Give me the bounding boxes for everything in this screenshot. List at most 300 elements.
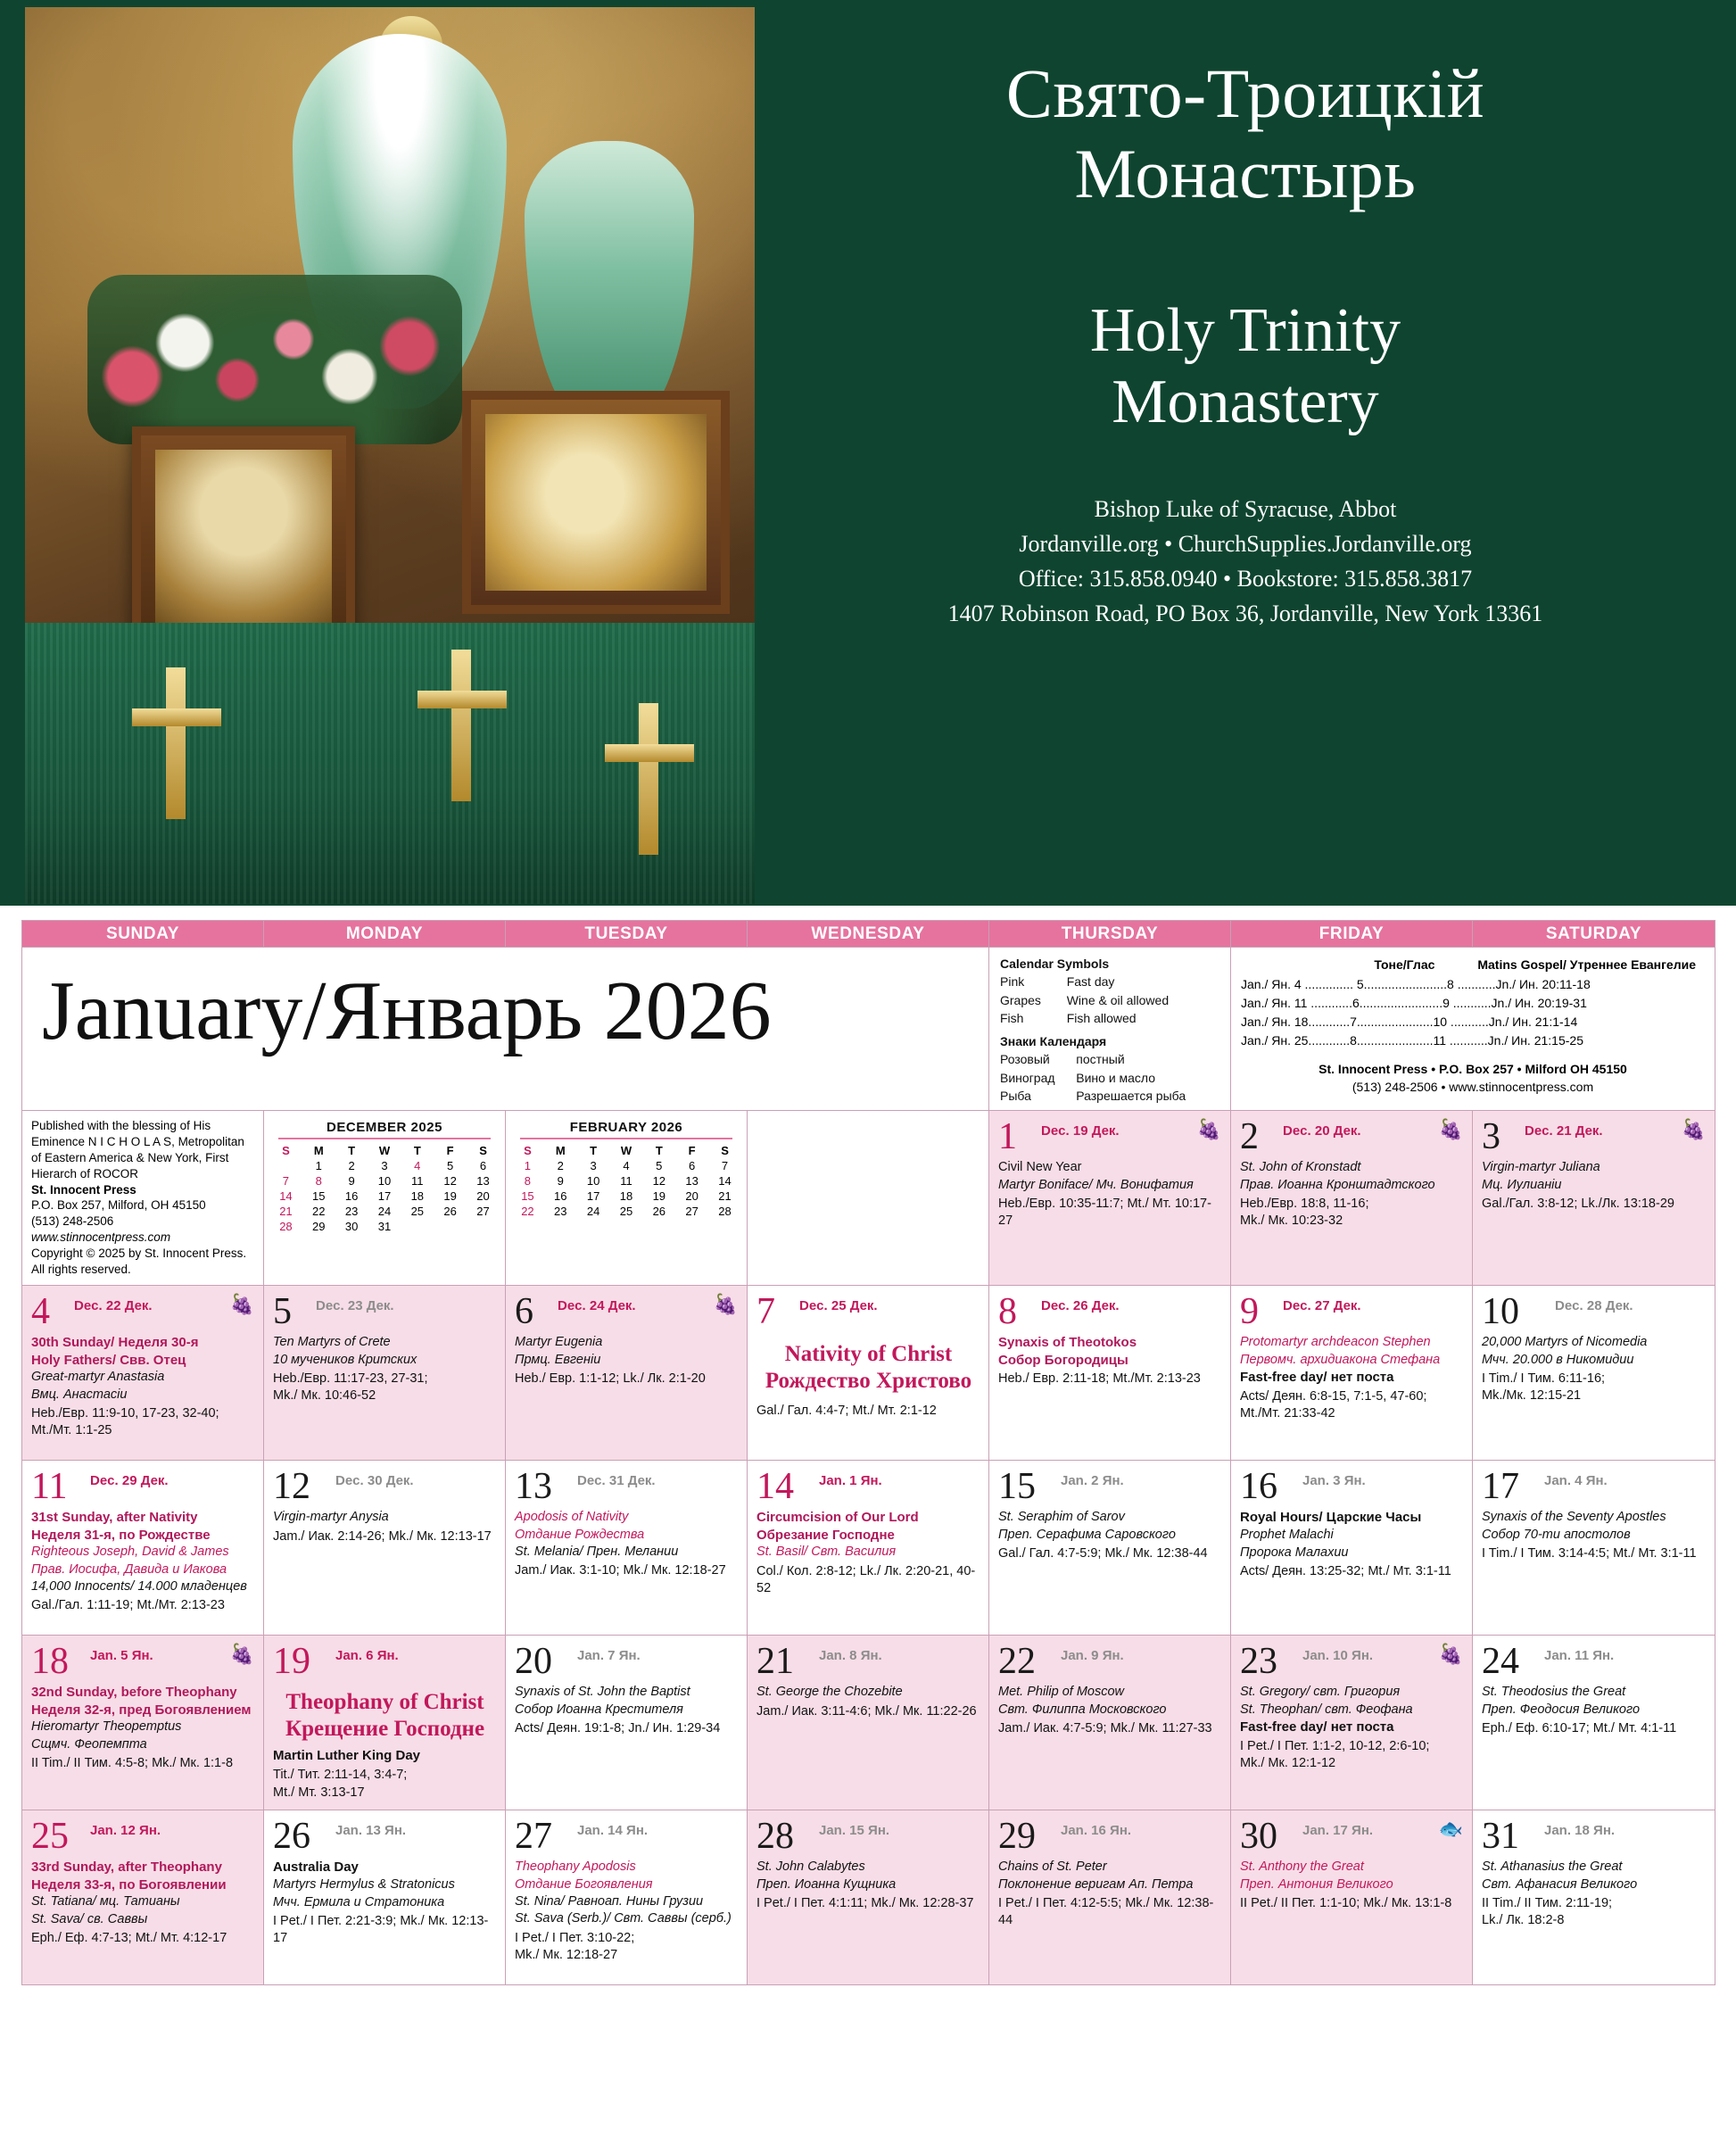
day-of-week-header-row: [22, 921, 1715, 948]
mini-dow: S: [721, 1144, 729, 1158]
commemoration: Martyr Boniface/ Мч. Вонифатия: [998, 1177, 1194, 1192]
mini-dow: F: [446, 1144, 454, 1158]
day-cell[interactable]: [506, 1286, 748, 1461]
mini-day: 1: [315, 1159, 322, 1173]
day-number: 14: [756, 1466, 794, 1508]
day-cell[interactable]: [1473, 1111, 1715, 1286]
commemoration: Virgin-martyr Anysia: [273, 1510, 389, 1525]
day-content: [989, 1155, 1230, 1235]
feast-title: 33rd Sunday, after Theophany: [31, 1860, 222, 1876]
commemoration: Righteous Joseph, David & James: [31, 1545, 229, 1560]
scripture-readings: Mk./ Мк. 12:18-27: [515, 1947, 618, 1962]
mini-day: 7: [282, 1174, 290, 1189]
tone-header: Тоне/Глас: [1374, 957, 1435, 972]
publisher-web[interactable]: www.stinnocentpress.com: [31, 1230, 171, 1245]
day-cell[interactable]: [989, 1111, 1231, 1286]
day-number: 18: [31, 1641, 69, 1683]
mini-day: 10: [377, 1174, 392, 1189]
mini-day: 23: [554, 1205, 567, 1219]
day-number: 3: [1482, 1116, 1500, 1158]
grapes-icon: 🍇: [713, 1293, 738, 1316]
mini-day: 7: [721, 1159, 729, 1173]
symbol-meaning: Вино и масло: [1076, 1070, 1156, 1085]
mini-day: 24: [377, 1205, 392, 1219]
commemoration: St. Basil/ Свт. Василия: [756, 1545, 897, 1560]
day-content: [748, 1855, 988, 1918]
day-cell[interactable]: [1473, 1286, 1715, 1461]
day-content: [748, 1680, 988, 1726]
day-content: [748, 1505, 988, 1603]
service-note: Royal Hours/ Царские Часы: [1240, 1510, 1422, 1526]
commemoration-ru: Собор Иоанна Крестителя: [515, 1702, 683, 1717]
day-cell[interactable]: [264, 1461, 506, 1636]
mini-day: 9: [557, 1174, 564, 1189]
day-content: [264, 1855, 505, 1952]
scripture-readings: Col./ Кол. 2:8-12; Lk./ Лк. 2:20-21, 40-52: [756, 1563, 976, 1595]
day-number: 17: [1482, 1466, 1519, 1508]
commemoration: Synaxis of the Seventy Apostles: [1482, 1510, 1666, 1525]
mini-day: 13: [476, 1174, 490, 1189]
day-cell[interactable]: [1231, 1111, 1473, 1286]
scripture-readings: Heb./Евр. 11:17-23, 27-31;: [273, 1371, 428, 1386]
scripture-readings: Jam./ Иак. 2:14-26; Mk./ Мк. 12:13-17: [273, 1528, 492, 1544]
copyright-line: Copyright © 2025 by St. Innocent Press.: [31, 1246, 247, 1260]
mini-day: 22: [521, 1205, 534, 1219]
old-style-date: Jan. 15 Ян.: [819, 1823, 890, 1839]
commemoration-ru: 10 мучеников Критских: [273, 1352, 417, 1367]
commemoration-2: St. Theophan/ свт. Феофана: [1240, 1702, 1413, 1717]
scripture-readings: I Tim./ I Тим. 6:11-16;: [1482, 1371, 1606, 1386]
mini-day: 18: [619, 1189, 633, 1204]
feast-apodosis: Apodosis of Nativity: [515, 1510, 629, 1525]
day-cell[interactable]: [264, 1286, 506, 1461]
scripture-readings: I Pet./ I Пет. 2:21-3:9; Mk./ Мк. 12:13-17: [273, 1913, 489, 1946]
dow-thursday: THURSDAY: [989, 921, 1231, 948]
feast-apodosis-ru: Отдание Рождества: [515, 1527, 645, 1542]
dow-sunday: SUNDAY: [22, 921, 264, 948]
mini-month-grid: [511, 1143, 741, 1219]
dow-tuesday: TUESDAY: [506, 921, 748, 948]
old-style-date: Jan. 7 Ян.: [577, 1648, 641, 1664]
mini-day: 8: [524, 1174, 532, 1189]
symbol-name: Pink: [1000, 974, 1025, 990]
mini-day: 21: [718, 1189, 732, 1204]
commemoration: St. Tatiana/ мц. Татианы: [31, 1894, 180, 1909]
symbol-meaning: Разрешается рыба: [1076, 1089, 1186, 1104]
dow-saturday: SATURDAY: [1473, 921, 1715, 948]
day-number: 9: [1240, 1291, 1259, 1333]
day-number: 15: [998, 1466, 1036, 1508]
dow-wednesday: WEDNESDAY: [748, 921, 989, 948]
mini-day: 10: [586, 1174, 600, 1189]
dow-friday: FRIDAY: [1231, 921, 1473, 948]
old-style-date: Dec. 27 Дек.: [1283, 1298, 1361, 1314]
day-cell[interactable]: [1231, 1461, 1473, 1636]
day-cell[interactable]: [989, 1636, 1231, 1810]
mini-dow: S: [282, 1144, 290, 1158]
commemoration: Ten Martyrs of Crete: [273, 1335, 391, 1350]
mini-day: 11: [620, 1174, 632, 1189]
commemoration: Martyr Eugenia: [515, 1335, 603, 1350]
calendar-week-row: [22, 1286, 1715, 1461]
mini-day: 13: [685, 1174, 699, 1189]
mini-day: 19: [652, 1189, 666, 1204]
day-number: 13: [515, 1466, 552, 1508]
feast-title-2: Holy Fathers/ Свв. Отец: [31, 1352, 186, 1368]
day-content: [1231, 1680, 1472, 1777]
mini-dow: W: [378, 1144, 391, 1158]
commemoration-ru: Вмц. Анастасiи: [31, 1387, 128, 1402]
mini-month-grid: [269, 1143, 500, 1234]
mini-dow: T: [590, 1144, 598, 1158]
day-cell[interactable]: [264, 1636, 506, 1810]
scripture-readings: Gal./ Гал. 4:4-7; Mt./ Мт. 2:1-12: [756, 1404, 937, 1419]
holiday-note: Australia Day: [273, 1860, 359, 1876]
commemoration: St. John Calabytes: [756, 1860, 865, 1875]
day-cell[interactable]: [748, 1810, 989, 1985]
commemoration-2: St. Sava/ св. Саввы: [31, 1911, 148, 1926]
commemoration: Chains of St. Peter: [998, 1860, 1107, 1875]
mini-day: 8: [315, 1174, 322, 1189]
grapes-icon: 🍇: [1438, 1643, 1463, 1666]
scripture-readings: I Pet./ I Пет. 4:1:11; Mk./ Мк. 12:28-37: [756, 1895, 974, 1910]
commemoration-ru: Прen. Антония Великого: [1240, 1876, 1393, 1892]
mini-day: 27: [476, 1205, 490, 1219]
month-title-row: [22, 948, 1715, 1111]
day-content: [22, 1855, 263, 1952]
fast-note: Fast-free day/ нет поста: [1240, 1719, 1394, 1735]
day-cell[interactable]: [1473, 1636, 1715, 1810]
feast-apodosis-ru: Отдание Богоявления: [515, 1876, 653, 1892]
feast-title: 30th Sunday/ Неделя 30-я: [31, 1335, 199, 1351]
mini-dow: S: [524, 1144, 532, 1158]
commemoration: St. George the Chozebite: [756, 1685, 903, 1700]
scripture-readings: Mt./ Мт. 3:13-17: [273, 1785, 365, 1800]
mini-day: 28: [718, 1205, 732, 1219]
mini-month-title: FEBRUARY 2026: [520, 1120, 732, 1139]
day-cell[interactable]: [1231, 1636, 1473, 1810]
mini-dow: M: [555, 1144, 566, 1158]
feast-title: Synaxis of Theotokos: [998, 1335, 1137, 1351]
mini-dow: S: [479, 1144, 487, 1158]
calendar-week-row: [22, 1636, 1715, 1810]
old-style-date: Jan. 12 Ян.: [90, 1823, 161, 1839]
scripture-readings: Jam./ Иак. 3:11-4:6; Mk./ Мк. 11:22-26: [756, 1703, 977, 1719]
day-content: [1473, 1505, 1715, 1568]
old-style-date: Jan. 6 Ян.: [335, 1648, 399, 1664]
tone-row: Jan./ Ян. 11 ............6........................9 ...........Jn./ Ин. 20:19-31: [1241, 996, 1587, 1010]
day-content: [989, 1505, 1230, 1568]
day-content: [506, 1855, 747, 1969]
mini-day: 20: [685, 1189, 699, 1204]
old-style-date: Jan. 18 Ян.: [1544, 1823, 1616, 1839]
commemoration: St. Theodosius the Great: [1482, 1685, 1626, 1700]
tone-rows: [1232, 973, 1714, 1054]
symbols-table-ru: [1000, 1050, 1221, 1105]
scripture-readings: Heb./Евр. 10:35-11:7; Mt./ Мт. 10:17-27: [998, 1196, 1211, 1229]
day-content: [989, 1680, 1230, 1743]
mini-day: [467, 1219, 500, 1234]
day-number: 4: [31, 1291, 50, 1333]
old-style-date: Jan. 10 Ян.: [1302, 1648, 1374, 1664]
day-number: 21: [756, 1641, 794, 1683]
symbols-heading-ru: Знаки Календаря: [1000, 1034, 1107, 1049]
blessing-line: of Eastern America & New York, First: [31, 1151, 229, 1164]
mini-day: 14: [718, 1174, 732, 1189]
day-number: 10: [1482, 1291, 1519, 1333]
mini-day: 27: [685, 1205, 699, 1219]
cross-icon: [123, 667, 230, 819]
day-content: [1231, 1155, 1472, 1235]
mini-day: 3: [381, 1159, 388, 1173]
day-cell[interactable]: [264, 1810, 506, 1985]
day-cell[interactable]: [748, 1461, 989, 1636]
day-cell[interactable]: [22, 1461, 264, 1636]
mini-dow: M: [313, 1144, 324, 1158]
mini-day: 5: [656, 1159, 663, 1173]
old-style-date: Dec. 29 Дек.: [90, 1473, 169, 1489]
title-english: Holy Trinity Monastery: [1089, 295, 1401, 436]
commemoration-ru: Мчч. Ермила и Стратоника: [273, 1894, 445, 1909]
scripture-readings: Tit./ Тит. 2:11-14, 3:4-7;: [273, 1768, 408, 1783]
day-content: [1473, 1330, 1715, 1410]
great-feast-title: Nativity of Christ Рождество Христово: [765, 1342, 972, 1393]
mini-day: 24: [586, 1205, 600, 1219]
day-cell[interactable]: [748, 1286, 989, 1461]
day-cell[interactable]: [1473, 1461, 1715, 1636]
scripture-readings: Eph./ Еф. 6:10-17; Mt./ Мт. 4:1-11: [1482, 1720, 1677, 1735]
commemoration: Protomartyr archdeacon Stephen: [1240, 1335, 1431, 1350]
day-number: 2: [1240, 1116, 1259, 1158]
day-cell[interactable]: [506, 1636, 748, 1810]
old-style-date: Dec. 31 Дек.: [577, 1473, 656, 1489]
mini-day: 25: [410, 1205, 425, 1219]
day-number: 20: [515, 1641, 552, 1683]
publisher-name: St. Innocent Press: [31, 1182, 136, 1197]
feast-title: 31st Sunday, after Nativity: [31, 1510, 198, 1526]
scripture-readings: II Tim./ II Тим. 4:5-8; Mk./ Мк. 1:1-8: [31, 1755, 234, 1770]
matins-gospel-header: Matins Gospel/ Утреннее Евангелие: [1477, 957, 1696, 972]
mini-day: 12: [652, 1174, 666, 1189]
scripture-readings: Heb./Евр. 18:8, 11-16;: [1240, 1196, 1369, 1211]
old-style-date: Dec. 22 Дек.: [74, 1298, 153, 1314]
mini-dow: W: [620, 1144, 632, 1158]
day-cell[interactable]: [22, 1286, 264, 1461]
old-style-date: Jan. 14 Ян.: [577, 1823, 649, 1839]
symbol-meaning: постный: [1076, 1052, 1125, 1067]
day-content: [22, 1330, 263, 1445]
mini-day: 16: [344, 1189, 359, 1204]
day-cell[interactable]: [748, 1636, 989, 1810]
mini-day: 6: [689, 1159, 696, 1173]
commemoration-ru: Поклонение веригам Ап. Петра: [998, 1876, 1194, 1892]
publisher-info-cell: [22, 1111, 264, 1286]
day-cell[interactable]: [1473, 1810, 1715, 1985]
commemoration-ru: Свт. Филиппа Московского: [998, 1702, 1167, 1717]
commemoration: St. John of Kronstadt: [1240, 1160, 1361, 1175]
day-content: [264, 1680, 505, 1807]
scripture-readings: Acts/ Деян. 13:25-32; Mt./ Мт. 3:1-11: [1240, 1563, 1451, 1578]
mini-day: 17: [377, 1189, 392, 1204]
old-style-date: Jan. 3 Ян.: [1302, 1473, 1366, 1489]
commemoration-ru: Сщмч. Феопемпта: [31, 1736, 147, 1752]
flower-arrangement: [87, 275, 462, 444]
old-style-date: Dec. 23 Дек.: [316, 1298, 394, 1314]
calendar-week-row: [22, 1461, 1715, 1636]
commemoration-extra: 14,000 Innocents/ 14.000 младенцев: [31, 1578, 247, 1594]
day-number: 30: [1240, 1816, 1277, 1858]
commemoration: Met. Philip of Moscow: [998, 1685, 1125, 1700]
icon-case-right: [462, 391, 730, 614]
day-cell[interactable]: [1231, 1810, 1473, 1985]
scripture-readings: I Pet./ I Пет. 1:1-2, 10-12, 2:6-10;: [1240, 1738, 1430, 1753]
day-cell[interactable]: [506, 1810, 748, 1985]
fast-note: Fast-free day/ нет поста: [1240, 1369, 1394, 1385]
day-number: 11: [31, 1466, 68, 1508]
rights-line: All rights reserved.: [31, 1262, 131, 1276]
mini-day: 17: [586, 1189, 600, 1204]
commemoration: St. Anthony the Great: [1240, 1860, 1364, 1875]
day-cell[interactable]: [989, 1810, 1231, 1985]
old-style-date: Jan. 9 Ян.: [1061, 1648, 1124, 1664]
calendar-table: [21, 920, 1715, 1985]
great-feast-title: Theophany of Christ Крещение Господне: [285, 1690, 485, 1741]
mini-day: 15: [312, 1189, 326, 1204]
day-number: 8: [998, 1291, 1017, 1333]
old-style-date: Jan. 8 Ян.: [819, 1648, 882, 1664]
mini-day: 22: [312, 1205, 326, 1219]
scripture-readings: II Pet./ II Пет. 1:1-10; Mk./ Мк. 13:1-8: [1240, 1895, 1452, 1910]
grapes-icon: 🍇: [1681, 1118, 1706, 1141]
calendar-wrapper: [0, 906, 1736, 2003]
contact-info: [755, 492, 1736, 631]
mini-day: [434, 1219, 467, 1234]
day-content: [1231, 1855, 1472, 1918]
day-cell[interactable]: [22, 1810, 264, 1985]
commemoration: Great-martyr Anastasia: [31, 1370, 165, 1385]
old-style-date: Jan. 1 Ян.: [819, 1473, 882, 1489]
old-style-date: Dec. 21 Дек.: [1525, 1123, 1603, 1139]
scripture-readings: Heb./Евр. 11:9-10, 17-23, 32-40;: [31, 1405, 219, 1421]
mini-dow: T: [655, 1144, 663, 1158]
commemoration-ru: Прen. Серафима Саровского: [998, 1527, 1176, 1542]
feast-title: 32nd Sunday, before Theophany: [31, 1685, 237, 1701]
mini-day: 23: [344, 1205, 359, 1219]
symbols-heading-en: Calendar Symbols: [1000, 957, 1110, 971]
day-cell[interactable]: [989, 1286, 1231, 1461]
mini-day: 18: [410, 1189, 425, 1204]
tone-row: Jan./ Ян. 18............7......................10 ...........Jn./ Ин. 21:1-14: [1241, 1015, 1578, 1029]
mini-day: 6: [479, 1159, 487, 1173]
day-cell[interactable]: [989, 1461, 1231, 1636]
mini-day: 19: [443, 1189, 457, 1204]
scripture-readings: Acts/ Деян. 19:1-8; Jn./ Ин. 1:29-34: [515, 1720, 721, 1735]
day-number: 6: [515, 1291, 533, 1333]
day-cell[interactable]: [506, 1461, 748, 1636]
mini-day: 21: [279, 1205, 293, 1219]
website-line[interactable]: Jordanville.org • ChurchSupplies.Jordanville.org: [1019, 530, 1472, 557]
commemoration: Hieromartyr Theopemptus: [31, 1719, 182, 1735]
header-text-block: [755, 0, 1736, 906]
mini-day: 14: [279, 1189, 293, 1204]
scripture-readings: I Pet./ I Пет. 3:10-22;: [515, 1930, 635, 1945]
scripture-readings: Mk./ Мк. 10:23-32: [1240, 1213, 1343, 1229]
mini-day: 28: [279, 1220, 293, 1234]
commemoration-ru: Прen. Феодосия Великого: [1482, 1702, 1641, 1717]
commemoration: Virgin-martyr Juliana: [1482, 1160, 1600, 1175]
old-style-date: Dec. 25 Дек.: [799, 1298, 878, 1314]
day-content: [1231, 1330, 1472, 1428]
feast-title-2: Собор Богородицы: [998, 1352, 1128, 1368]
old-style-date: Dec. 20 Дек.: [1283, 1123, 1361, 1139]
page-title: January/Январь 2026: [42, 965, 772, 1057]
old-style-date: Jan. 5 Ян.: [90, 1648, 153, 1664]
grapes-icon: 🍇: [1438, 1118, 1463, 1141]
calendar-symbols-legend: [989, 948, 1231, 1111]
mini-day: 9: [348, 1174, 355, 1189]
scripture-readings: Lk./ Лк. 18:2-8: [1482, 1913, 1565, 1928]
day-content: [1473, 1680, 1715, 1743]
mini-day: 16: [554, 1189, 567, 1204]
scripture-readings: Gal./ Гал. 4:7-5:9; Mk./ Мк. 12:38-44: [998, 1545, 1208, 1561]
calendar-week-row: [22, 1111, 1715, 1286]
old-style-date: Dec. 26 Дек.: [1041, 1298, 1120, 1314]
icon-case-left: [132, 427, 355, 650]
day-content: [506, 1330, 747, 1393]
old-style-date: Dec. 28 Дек.: [1555, 1298, 1633, 1314]
mini-day: 2: [557, 1159, 564, 1173]
publisher-address: P.O. Box 257, Milford, OH 45150: [31, 1198, 206, 1213]
feast-title: Circumcision of Our Lord: [756, 1510, 919, 1526]
day-content: [22, 1505, 263, 1619]
feast-title-2: Неделя 32-я, пред Богоявлением: [31, 1702, 252, 1718]
day-number: 31: [1482, 1816, 1519, 1858]
tone-and-matins-panel: [1231, 948, 1715, 1111]
tone-row: Jan./ Ян. 25............8......................11 ...........Jn./ Ин. 21:15-25: [1241, 1033, 1583, 1048]
mini-dow: T: [348, 1144, 356, 1158]
day-cell[interactable]: [22, 1636, 264, 1810]
day-content: [506, 1505, 747, 1585]
mini-day: [269, 1158, 302, 1173]
scripture-readings: Eph./ Еф. 4:7-13; Mt./ Мт. 4:12-17: [31, 1930, 227, 1945]
feast-title-2: Неделя 33-я, по Богоявлении: [31, 1876, 227, 1893]
day-number: 5: [273, 1291, 292, 1333]
day-cell[interactable]: [1231, 1286, 1473, 1461]
mini-day: 5: [447, 1159, 454, 1173]
scripture-readings: Mt./Мт. 1:1-25: [31, 1423, 112, 1438]
scripture-readings: I Pet./ I Пет. 4:12-5:5; Mk./ Мк. 12:38-44: [998, 1895, 1214, 1928]
press-line-2: (513) 248-2506 • www.stinnocentpress.com: [1352, 1079, 1594, 1094]
commemoration: St. Athanasius the Great: [1482, 1860, 1623, 1875]
commemoration-ru: Собор 70-ти апостолов: [1482, 1527, 1631, 1542]
mini-dow: T: [413, 1144, 421, 1158]
day-content: [264, 1330, 505, 1410]
mini-day: 4: [623, 1159, 630, 1173]
monastery-header: [0, 0, 1736, 906]
scripture-readings: Mk./ Мк. 12:1-12: [1240, 1756, 1336, 1771]
symbol-meaning: Wine & oil allowed: [1066, 992, 1170, 1007]
symbol-meaning: Fish allowed: [1066, 1010, 1137, 1025]
old-style-date: Jan. 17 Ян.: [1302, 1823, 1374, 1839]
commemoration: St. Melania/ Прен. Мелании: [515, 1544, 679, 1559]
feast-title-2: Обрезание Господне: [756, 1527, 895, 1543]
feast-apodosis: Theophany Apodosis: [515, 1860, 636, 1875]
commemoration-ru: Свт. Афанасия Великого: [1482, 1876, 1638, 1892]
mini-day: 3: [590, 1159, 597, 1173]
symbol-name: Рыба: [1000, 1089, 1031, 1104]
day-content: [506, 1680, 747, 1743]
mini-day: 26: [443, 1205, 457, 1219]
